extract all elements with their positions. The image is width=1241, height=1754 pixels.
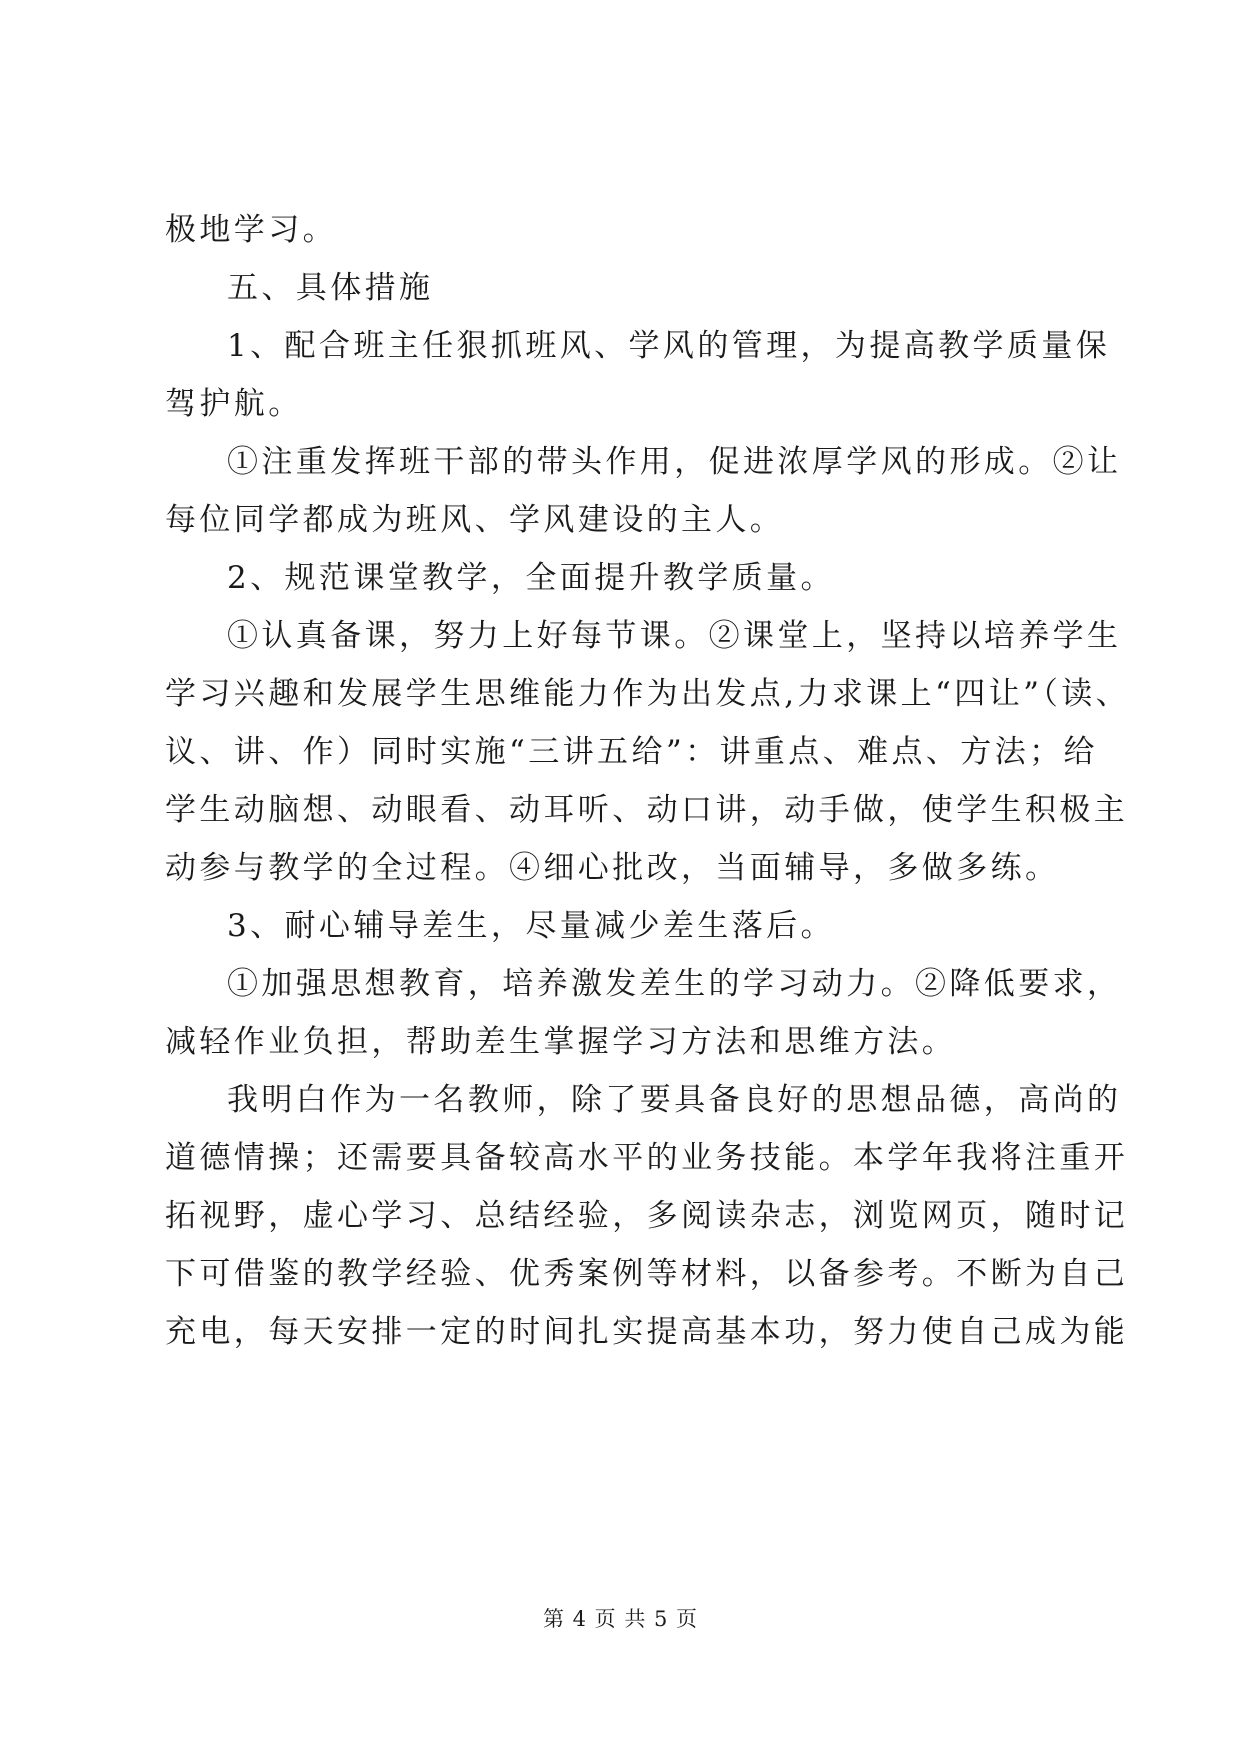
text-line: ①加强思想教育，培养激发差生的学习动力。②降低要求， [227, 966, 1122, 1002]
text-line: 充电，每天安排一定的时间扎实提高基本功，努力使自己成为能 [165, 1314, 1129, 1350]
text-line: ①注重发挥班干部的带头作用，促进浓厚学风的形成。②让 [227, 444, 1122, 480]
text-line: 减轻作业负担，帮助差生掌握学习方法和思维方法。 [165, 1024, 957, 1060]
text-line: 2、规范课堂教学，全面提升教学质量。 [227, 560, 835, 596]
text-line: 下可借鉴的教学经验、优秀案例等材料，以备参考。不断为自己 [165, 1256, 1129, 1292]
text-line: 动参与教学的全过程。④细心批改，当面辅导，多做多练。 [165, 850, 1060, 886]
text-line: 道德情操；还需要具备较高水平的业务技能。本学年我将注重开 [165, 1140, 1129, 1176]
page-number-footer: 第 4 页 共 5 页 [542, 1607, 699, 1631]
text-line: 我明白作为一名教师，除了要具备良好的思想品德，高尚的 [227, 1082, 1122, 1118]
text-line: 每位同学都成为班风、学风建设的主人。 [165, 502, 785, 538]
text-line: 学习兴趣和发展学生思维能力作为出发点,力求课上“四让”（读、 [165, 676, 1131, 712]
text-line: 议、讲、作）同时实施“三讲五给”：讲重点、难点、方法；给 [165, 734, 1098, 770]
section-heading: 五、具体措施 [227, 270, 434, 306]
text-line: 驾护航。 [165, 386, 303, 422]
text-line: 1、配合班主任狠抓班风、学风的管理，为提高教学质量保 [227, 328, 1111, 364]
text-line: 拓视野，虚心学习、总结经验，多阅读杂志，浏览网页，随时记 [165, 1198, 1129, 1234]
text-line: 极地学习。 [165, 212, 337, 248]
text-line: 3、耐心辅导差生，尽量减少差生落后。 [227, 908, 835, 944]
text-line: 学生动脑想、动眼看、动耳听、动口讲，动手做，使学生积极主 [165, 792, 1129, 828]
text-line: ①认真备课，努力上好每节课。②课堂上，坚持以培养学生 [227, 618, 1122, 654]
